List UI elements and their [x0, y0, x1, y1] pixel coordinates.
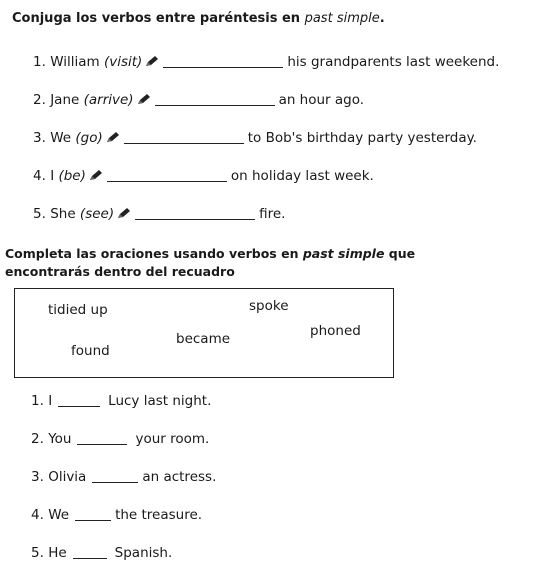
pencil-icon: [145, 55, 159, 67]
item-number: 2.: [31, 431, 44, 447]
answer-blank[interactable]: [77, 432, 127, 445]
item-number: 4.: [31, 507, 44, 523]
item-number: 2.: [33, 92, 46, 108]
word-box-item: phoned: [310, 323, 361, 339]
answer-blank[interactable]: [58, 394, 100, 407]
item-subject: Jane: [50, 92, 80, 108]
exercise-1-item: [33, 130, 477, 146]
item-subject: Olivia: [48, 469, 87, 485]
item-number: 1.: [33, 54, 46, 70]
answer-blank[interactable]: [92, 470, 138, 483]
word-box-item: spoke: [249, 298, 289, 314]
exercise-2-item: [31, 469, 216, 485]
exercise-1-item: [33, 168, 374, 184]
item-subject: She: [50, 206, 76, 222]
answer-blank[interactable]: [135, 207, 255, 220]
item-subject: William: [50, 54, 100, 70]
item-rest: your room.: [135, 431, 210, 447]
exercise-2-title: [5, 245, 415, 281]
answer-blank[interactable]: [163, 55, 283, 68]
item-verb: (arrive): [83, 92, 134, 108]
exercise-1-title: [12, 11, 385, 26]
exercise-2-title-emphasis: past simple: [302, 246, 385, 261]
answer-blank[interactable]: [73, 546, 107, 559]
item-number: 1.: [31, 393, 44, 409]
item-number: 5.: [33, 206, 46, 222]
item-subject: I: [50, 168, 55, 184]
item-number: 5.: [31, 545, 44, 561]
item-subject: I: [48, 393, 53, 409]
word-box: [14, 288, 394, 378]
item-verb: (see): [79, 206, 115, 222]
exercise-2-title-text: Completa las oraciones usando verbos en: [5, 246, 303, 261]
exercise-1-item: [33, 54, 499, 70]
item-subject: You: [48, 431, 72, 447]
item-number: 3.: [31, 469, 44, 485]
exercise-2-item: [31, 545, 172, 561]
pencil-icon: [137, 93, 151, 105]
item-verb: (visit): [103, 54, 143, 70]
pencil-icon: [106, 131, 120, 143]
item-subject: We: [50, 130, 72, 146]
item-rest: on holiday last week.: [230, 168, 374, 184]
item-number: 4.: [33, 168, 46, 184]
exercise-1-item: [33, 92, 364, 108]
answer-blank[interactable]: [107, 169, 227, 182]
item-rest: the treasure.: [115, 507, 203, 523]
answer-blank[interactable]: [124, 131, 244, 144]
exercise-1-item: [33, 206, 285, 222]
item-rest: an hour ago.: [278, 92, 365, 108]
answer-blank[interactable]: [75, 508, 111, 521]
item-verb: (go): [75, 130, 103, 146]
exercise-2-item: [31, 507, 202, 523]
exercise-1-title-end: .: [379, 11, 385, 26]
item-subject: We: [48, 507, 70, 523]
pencil-icon: [117, 207, 131, 219]
item-rest: an actress.: [142, 469, 217, 485]
item-rest: Lucy last night.: [108, 393, 212, 409]
exercise-2-item: [31, 393, 211, 409]
item-rest: his grandparents last weekend.: [287, 54, 500, 70]
word-box-item: became: [176, 331, 231, 347]
item-verb: (be): [58, 168, 86, 184]
exercise-1-title-emphasis: past simple: [304, 11, 380, 26]
item-rest: fire.: [259, 206, 286, 222]
exercise-2-title-line2: encontrarás dentro del recuadro: [5, 264, 235, 279]
item-subject: He: [48, 545, 67, 561]
item-number: 3.: [33, 130, 46, 146]
pencil-icon: [89, 169, 103, 181]
word-box-item: found: [71, 343, 110, 359]
exercise-1-title-text: Conjuga los verbos entre paréntesis en: [12, 11, 305, 26]
answer-blank[interactable]: [155, 93, 275, 106]
word-box-item: tidied up: [48, 302, 108, 318]
exercise-2-item: [31, 431, 209, 447]
item-rest: Spanish.: [114, 545, 173, 561]
item-rest: to Bob's birthday party yesterday.: [247, 130, 477, 146]
exercise-2-title-end: que: [384, 246, 416, 261]
